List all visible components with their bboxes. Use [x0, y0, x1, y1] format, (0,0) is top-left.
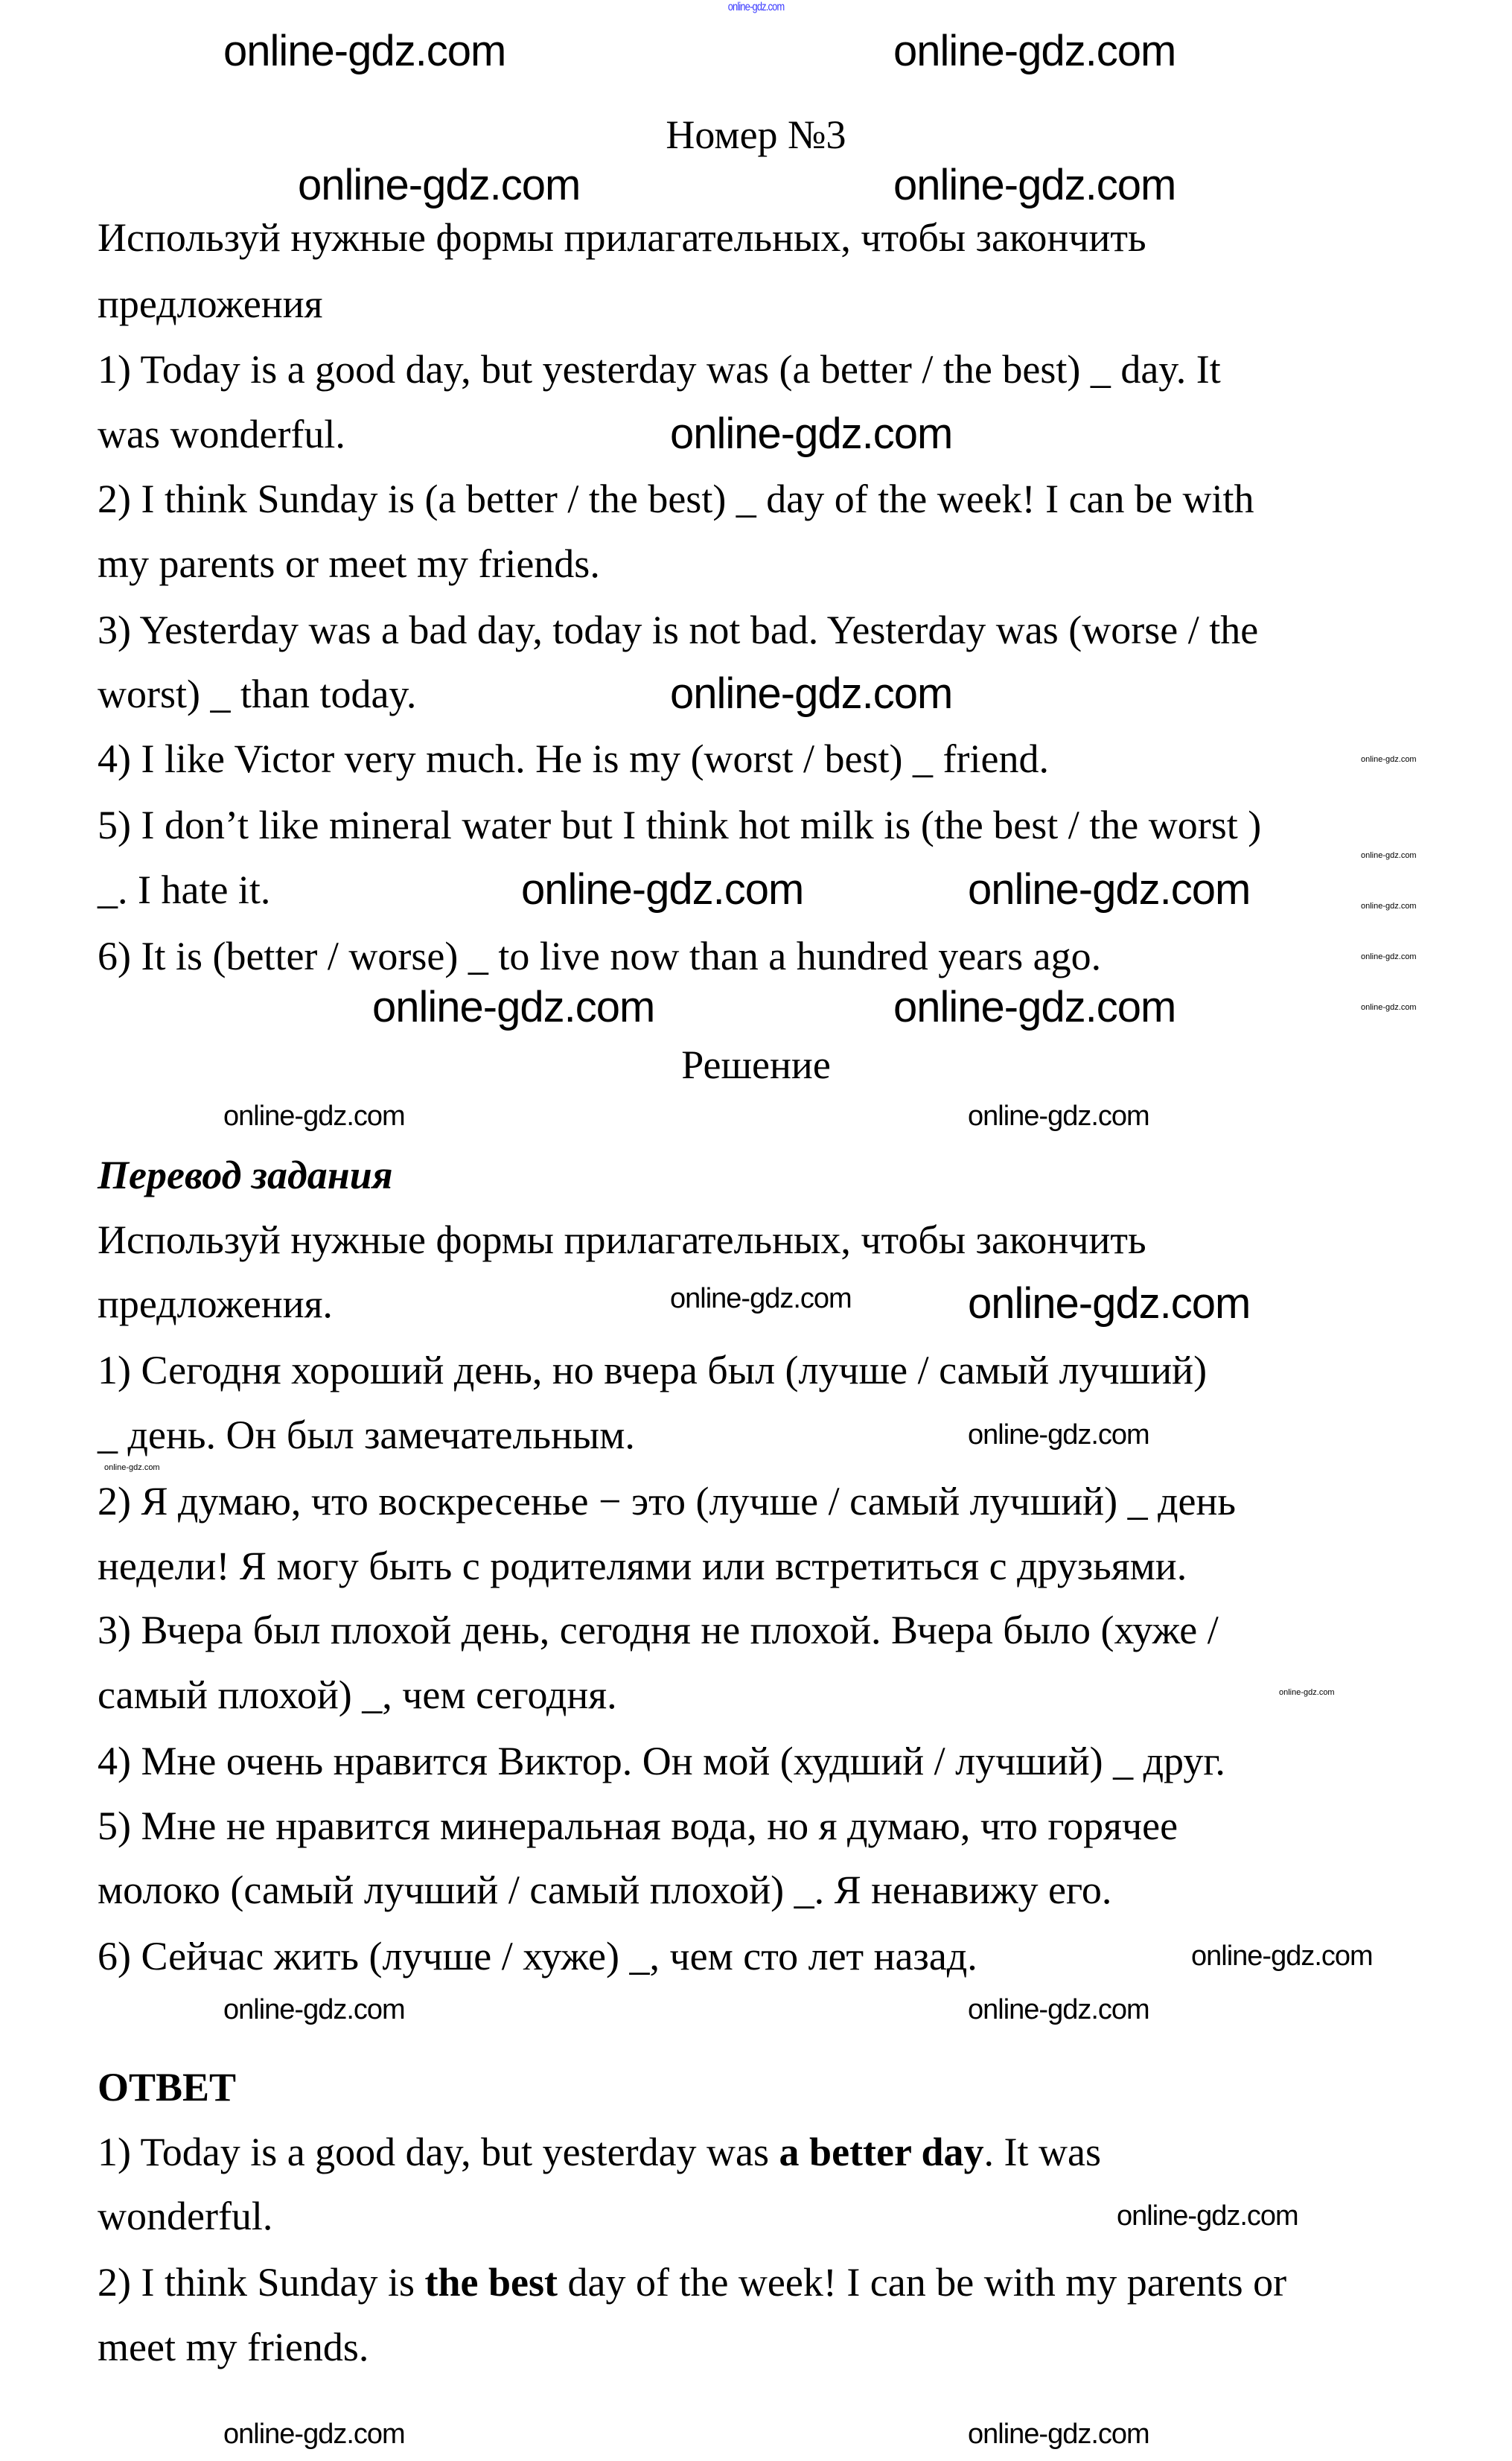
answer-item: wonderful. [98, 2194, 273, 2238]
watermark: online-gdz.com [1361, 851, 1417, 860]
answer-highlight: the best [424, 2260, 558, 2305]
answer-text: . It was [983, 2130, 1101, 2174]
watermark: online-gdz.com [521, 865, 804, 914]
translation-intro: предложения. [98, 1282, 333, 1326]
answer-text: day of the week! I can be with my parents or [557, 2260, 1287, 2305]
watermark: online-gdz.com [223, 27, 506, 75]
answer-item [98, 2130, 1101, 2174]
translation-item: 4) Мне очень нравится Виктор. Он мой (худший / лучший) _ друг. [98, 1739, 1225, 1783]
translation-item: 1) Сегодня хороший день, но вчера был (лучше / самый лучший) [98, 1348, 1208, 1392]
watermark: online-gdz.com [1279, 1688, 1335, 1697]
task-item: my parents or meet my friends. [98, 541, 600, 586]
task-intro: Используй нужные формы прилагательных, чтобы закончить [98, 215, 1146, 260]
translation-item: молоко (самый лучший / самый плохой) _. Я ненавижу его. [98, 1868, 1112, 1912]
translation-item: самый плохой) _, чем сегодня. [98, 1672, 617, 1717]
watermark: online-gdz.com [1361, 902, 1417, 911]
watermark: online-gdz.com [223, 1101, 405, 1132]
task-item: worst) _ than today. [98, 672, 417, 716]
watermark: online-gdz.com [104, 1463, 160, 1472]
watermark: online-gdz.com [1361, 1003, 1417, 1012]
answer-highlight: a better day [779, 2130, 984, 2174]
answer-item [98, 2260, 1286, 2305]
answer-heading: ОТВЕТ [98, 2065, 237, 2110]
answer-text: 1) Today is a good day, but yesterday was [98, 2130, 779, 2174]
watermark: online-gdz.com [968, 1994, 1149, 2025]
task-item: 4) I like Victor very much. He is my (worst / best) _ friend. [98, 736, 1049, 781]
watermark: online-gdz.com [968, 865, 1251, 914]
solution-heading: Решение [681, 1042, 831, 1087]
watermark: online-gdz.com [1361, 755, 1417, 764]
watermark: online-gdz.com [968, 1101, 1149, 1132]
watermark: online-gdz.com [670, 410, 953, 458]
translation-item: 3) Вчера был плохой день, сегодня не плохой. Вчера было (хуже / [98, 1608, 1219, 1652]
watermark: online-gdz.com [1361, 952, 1417, 961]
translation-item: 2) Я думаю, что воскресенье − это (лучше / самый лучший) _ день [98, 1479, 1237, 1524]
translation-item: _ день. Он был замечательным. [98, 1413, 635, 1457]
task-item: 3) Yesterday was a bad day, today is not bad. Yesterday was (worse / the [98, 608, 1259, 652]
translation-item: 6) Сейчас жить (лучше / хуже) _, чем сто лет назад. [98, 1934, 977, 1978]
task-item: 2) I think Sunday is (a better / the best) _ day of the week! I can be with [98, 477, 1254, 521]
watermark: online-gdz.com [727, 1, 785, 13]
watermark: online-gdz.com [1191, 1941, 1373, 1972]
task-item: _. I hate it. [98, 867, 271, 912]
watermark: online-gdz.com [968, 1279, 1251, 1328]
watermark: online-gdz.com [893, 27, 1176, 75]
translation-item: недели! Я могу быть с родителями или встретиться с друзьями. [98, 1544, 1187, 1588]
watermark: online-gdz.com [893, 161, 1176, 209]
watermark: online-gdz.com [968, 2419, 1149, 2450]
watermark: online-gdz.com [223, 2419, 405, 2450]
task-item: 5) I don’t like mineral water but I think hot milk is (the best / the worst ) [98, 803, 1262, 847]
watermark: online-gdz.com [298, 161, 581, 209]
watermark: online-gdz.com [968, 1419, 1149, 1451]
page-title: Номер №3 [666, 112, 846, 157]
answer-text: 2) I think Sunday is [98, 2260, 425, 2305]
watermark: online-gdz.com [670, 1283, 852, 1314]
watermark: online-gdz.com [1117, 2200, 1298, 2232]
answer-item: meet my friends. [98, 2325, 369, 2369]
watermark: online-gdz.com [223, 1994, 405, 2025]
watermark: online-gdz.com [670, 669, 953, 718]
task-item: 1) Today is a good day, but yesterday was (a better / the best) _ day. It [98, 347, 1221, 392]
translation-heading: Перевод задания [98, 1153, 393, 1197]
translation-item: 5) Мне не нравится минеральная вода, но я думаю, что горячее [98, 1803, 1178, 1848]
task-item: was wonderful. [98, 412, 345, 456]
task-intro: предложения [98, 281, 323, 326]
translation-intro: Используй нужные формы прилагательных, чтобы закончить [98, 1217, 1146, 1262]
watermark: online-gdz.com [372, 983, 655, 1031]
task-item: 6) It is (better / worse) _ to live now than a hundred years ago. [98, 934, 1102, 978]
watermark: online-gdz.com [893, 983, 1176, 1031]
